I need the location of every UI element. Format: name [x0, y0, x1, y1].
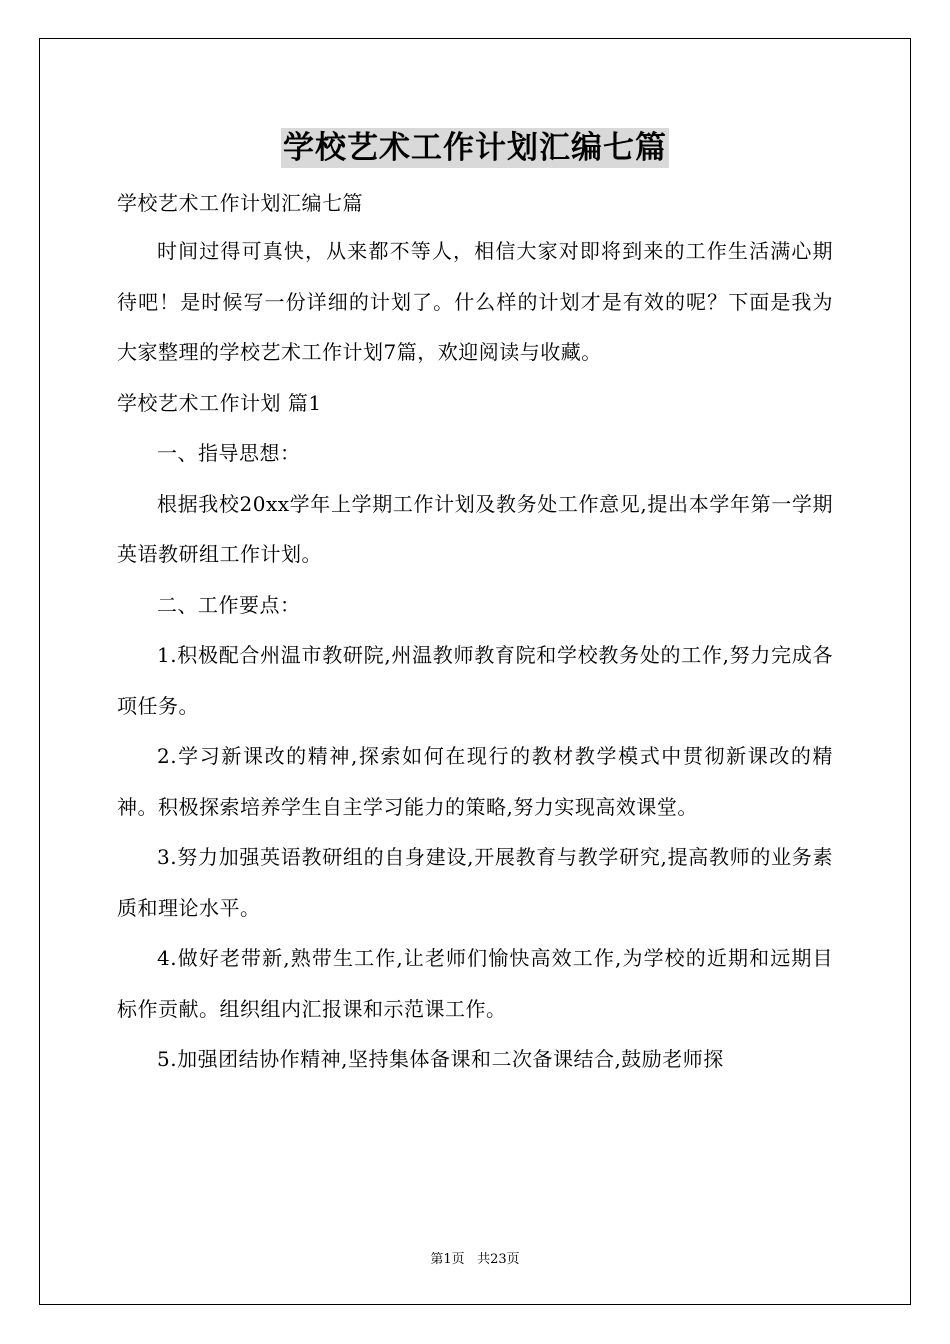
page-footer — [0, 1248, 950, 1267]
document-title-text: 学校艺术工作计划汇编七篇 — [283, 130, 667, 166]
document-title — [117, 128, 833, 172]
page-total: 共23页 — [477, 1252, 520, 1267]
paragraph: 5.加强团结协作精神,坚持集体备课和二次备课结合,鼓励老师探 — [157, 1047, 724, 1071]
paragraph: 2.学习新课改的精神,探索如何在现行的教材教学模式中贯彻新课改的精神。积极探索培养学生自主学习能力的策略,努力实现高效课堂。 — [117, 744, 833, 819]
paragraph: 一、指导思想： — [157, 441, 301, 465]
paragraph: 二、工作要点： — [157, 592, 301, 617]
paragraph: 学校艺术工作计划汇编七篇 — [117, 191, 363, 215]
paragraph: 时间过得可真快，从来都不等人，相信大家对即将到来的工作生活满心期待吧！是时候写一份详细的计划了。什么样的计划才是有效的呢？下面是我为大家整理的学校艺术工作计划7篇，欢迎阅读与收藏。 — [117, 239, 833, 364]
paragraph: 1.积极配合州温市教研院,州温教师教育院和学校教务处的工作,努力完成各项任务。 — [117, 643, 833, 718]
document-body — [117, 128, 833, 1085]
paragraph: 根据我校20xx学年上学期工作计划及教务处工作意见,提出本学年第一学期英语教研组工作计划。 — [117, 491, 833, 566]
paragraph: 3.努力加强英语教研组的自身建设,开展教育与教学研究,提高教师的业务素质和理论水平。 — [117, 845, 833, 920]
section-heading: 学校艺术工作计划 篇1 — [117, 390, 322, 415]
page-number: 第1页 — [430, 1252, 465, 1267]
paragraph: 4.做好老带新,熟带生工作,让老师们愉快高效工作,为学校的近期和远期目标作贡献。组织组内汇报课和示范课工作。 — [117, 946, 833, 1021]
